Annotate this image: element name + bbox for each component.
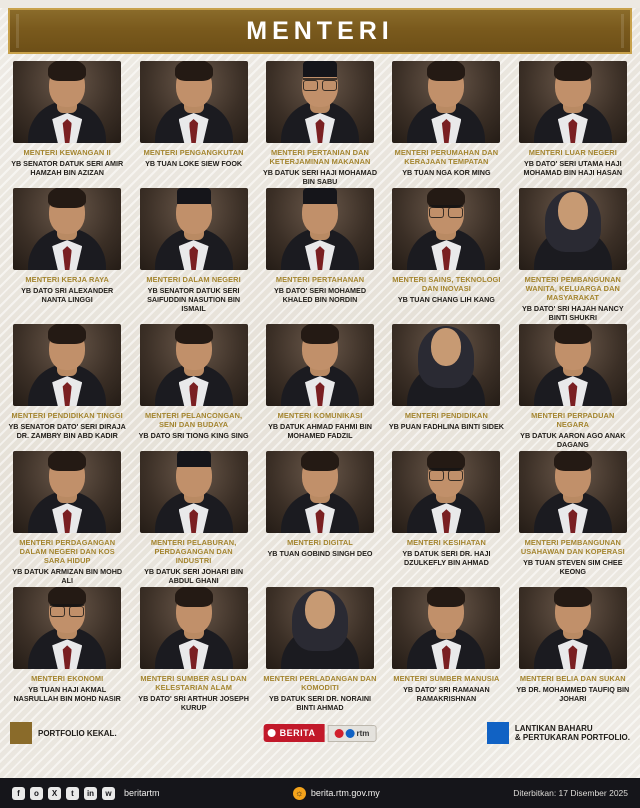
minister-card[interactable] bbox=[6, 324, 128, 449]
minister-portfolio: MENTERI SAINS, TEKNOLOGI DAN INOVASI bbox=[392, 275, 501, 294]
minister-name: YB SENATOR DATUK SERI SAIFUDDIN NASUTION BIN ISMAIL bbox=[147, 286, 241, 314]
avatar bbox=[13, 587, 121, 669]
minister-portfolio: MENTERI LUAR NEGERI bbox=[528, 148, 617, 157]
minister-card[interactable] bbox=[385, 188, 507, 322]
avatar bbox=[140, 324, 248, 406]
avatar bbox=[13, 451, 121, 533]
minister-card[interactable] bbox=[259, 188, 381, 322]
avatar bbox=[13, 61, 121, 143]
avatar bbox=[140, 61, 248, 143]
minister-portfolio: MENTERI PEMBANGUNAN USAHAWAN DAN KOPERASI bbox=[520, 538, 625, 557]
minister-portfolio: MENTERI KOMUNIKASI bbox=[277, 411, 363, 421]
minister-portfolio: MENTERI PERPADUAN NEGARA bbox=[531, 411, 615, 430]
minister-row bbox=[6, 451, 634, 585]
brand-logos bbox=[264, 724, 377, 742]
avatar bbox=[519, 188, 627, 270]
minister-card[interactable] bbox=[132, 324, 254, 449]
minister-portfolio: MENTERI PELABURAN, PERDAGANGAN DAN INDUSTRI bbox=[150, 538, 237, 566]
minister-name: YB DATO' SRI HAJAH NANCY BINTI SHUKRI bbox=[521, 304, 624, 323]
minister-portfolio: MENTERI EKONOMI bbox=[31, 674, 104, 684]
avatar bbox=[266, 61, 374, 143]
page-title: MENTERI bbox=[246, 16, 394, 45]
minister-name: YB DATO SRI TIONG KING SING bbox=[138, 431, 249, 441]
minister-card[interactable] bbox=[259, 587, 381, 712]
avatar bbox=[140, 587, 248, 669]
minister-card[interactable] bbox=[385, 324, 507, 449]
minister-portfolio: MENTERI KESIHATAN bbox=[406, 538, 486, 548]
minister-row bbox=[6, 587, 634, 712]
minister-name: YB DR. MOHAMMED TAUFIQ BIN JOHARI bbox=[516, 685, 630, 704]
legend bbox=[10, 718, 630, 748]
avatar bbox=[140, 188, 248, 270]
avatar bbox=[266, 188, 374, 270]
social-links[interactable] bbox=[12, 787, 160, 800]
minister-card[interactable] bbox=[385, 587, 507, 712]
minister-portfolio: MENTERI DIGITAL bbox=[287, 538, 353, 548]
globe-icon: ☼ bbox=[293, 787, 306, 800]
minister-card[interactable] bbox=[6, 451, 128, 585]
minister-card[interactable] bbox=[259, 451, 381, 585]
legend-label-baharu-line2: & PERTUKARAN PORTFOLIO. bbox=[514, 733, 630, 743]
minister-name: YB DATO' SRI ARTHUR JOSEPH KURUP bbox=[138, 694, 249, 713]
minister-card[interactable] bbox=[6, 61, 128, 186]
avatar bbox=[392, 324, 500, 406]
minister-name: YB SENATOR DATUK SERI AMIR HAMZAH BIN AZIZAN bbox=[11, 159, 124, 178]
minister-card[interactable] bbox=[385, 451, 507, 585]
minister-card[interactable] bbox=[132, 587, 254, 712]
minister-card[interactable] bbox=[512, 324, 634, 449]
minister-portfolio: MENTERI PERTAHANAN bbox=[275, 275, 365, 285]
minister-card[interactable] bbox=[512, 188, 634, 322]
legend-label-kekal: PORTFOLIO KEKAL. bbox=[38, 728, 117, 738]
minister-portfolio: MENTERI PENGANGKUTAN bbox=[143, 148, 244, 157]
minister-name: YB DATO' SERI MOHAMED KHALED BIN NORDIN bbox=[273, 286, 367, 305]
minister-card[interactable] bbox=[132, 61, 254, 186]
minister-card[interactable] bbox=[132, 451, 254, 585]
minister-portfolio: MENTERI PELANCONGAN, SENI DAN BUDAYA bbox=[144, 411, 243, 430]
minister-name: YB DATUK AARON AGO ANAK DAGANG bbox=[520, 431, 626, 450]
minister-card[interactable] bbox=[512, 61, 634, 186]
avatar bbox=[13, 324, 121, 406]
minister-name: YB DATUK SERI DR. HAJI DZULKEFLY BIN AHMAD bbox=[402, 549, 491, 568]
avatar bbox=[392, 61, 500, 143]
instagram-icon[interactable]: o bbox=[30, 787, 43, 800]
avatar bbox=[519, 587, 627, 669]
minister-card[interactable] bbox=[385, 61, 507, 186]
minister-card[interactable] bbox=[6, 188, 128, 322]
website-link[interactable] bbox=[293, 787, 380, 800]
minister-card[interactable] bbox=[512, 451, 634, 585]
minister-card[interactable] bbox=[6, 587, 128, 712]
avatar bbox=[392, 587, 500, 669]
avatar bbox=[13, 188, 121, 270]
avatar bbox=[519, 61, 627, 143]
minister-portfolio: MENTERI PERDAGANGAN DALAM NEGERI DAN KOS SARA HIDUP bbox=[19, 538, 116, 566]
minister-name: YB DATUK SERI JOHARI BIN ABDUL GHANI bbox=[144, 567, 244, 586]
minister-name: YB TUAN HAJI AKMAL NASRULLAH BIN MOHD NASIR bbox=[13, 685, 121, 704]
minister-portfolio: MENTERI PERLADANGAN DAN KOMODITI bbox=[263, 674, 377, 693]
avatar bbox=[266, 587, 374, 669]
legend-item-kekal bbox=[10, 722, 117, 744]
linkedin-icon[interactable]: in bbox=[84, 787, 97, 800]
legend-label-baharu bbox=[515, 724, 630, 743]
minister-portfolio: MENTERI PERTANIAN DAN KETERJAMINAN MAKANAN bbox=[269, 148, 371, 167]
avatar bbox=[519, 324, 627, 406]
minister-name: YB DATUK ARMIZAN BIN MOHD ALI bbox=[12, 567, 123, 586]
rtm-logo-label: rtm bbox=[356, 728, 370, 738]
rtm-blue-dot-icon bbox=[345, 729, 354, 738]
facebook-icon[interactable]: f bbox=[12, 787, 25, 800]
minister-name: YB DATUK SERI HAJI MOHAMAD BIN SABU bbox=[262, 168, 378, 187]
minister-name: YB DATUK AHMAD FAHMI BIN MOHAMED FADZIL bbox=[268, 422, 372, 441]
rtm-red-dot-icon bbox=[334, 729, 343, 738]
website-url[interactable]: berita.rtm.gov.my bbox=[310, 788, 380, 798]
minister-portfolio: MENTERI SUMBER ASLI DAN KELESTARIAN ALAM bbox=[140, 674, 247, 693]
footer-bar bbox=[0, 778, 640, 808]
minister-name: YB TUAN STEVEN SIM CHEE KEONG bbox=[523, 558, 623, 577]
minister-card[interactable] bbox=[259, 324, 381, 449]
legend-label-baharu-line1: LANTIKAN BAHARU bbox=[514, 723, 593, 733]
avatar bbox=[266, 451, 374, 533]
minister-name: YB TUAN CHANG LIH KANG bbox=[397, 295, 495, 305]
minister-name: YB DATO' SRI RAMANAN RAMAKRISHNAN bbox=[403, 685, 490, 704]
avatar bbox=[519, 451, 627, 533]
minister-name: YB TUAN GOBIND SINGH DEO bbox=[267, 549, 373, 559]
minister-name: YB TUAN NGA KOR MING bbox=[402, 168, 491, 178]
minister-name: YB TUAN LOKE SIEW FOOK bbox=[145, 159, 243, 169]
minister-name: YB DATO' SERI UTAMA HAJI MOHAMAD BIN HAJI HASAN bbox=[523, 159, 623, 178]
minister-name: YB DATUK SERI DR. NORAINI BINTI AHMAD bbox=[268, 694, 372, 713]
published-date: Diterbitkan: 17 Disember 2025 bbox=[513, 788, 628, 798]
poster bbox=[0, 8, 640, 808]
minister-name: YB DATO SRI ALEXANDER NANTA LINGGI bbox=[21, 286, 114, 305]
avatar bbox=[140, 451, 248, 533]
minister-name: YB PUAN FADHLINA BINTI SIDEK bbox=[388, 422, 504, 432]
minister-portfolio: MENTERI KEWANGAN II bbox=[23, 148, 111, 157]
legend-item-baharu bbox=[487, 722, 630, 744]
minister-portfolio: MENTERI BELIA DAN SUKAN bbox=[519, 674, 626, 684]
swatch-blue-icon bbox=[487, 722, 509, 744]
swatch-gold-icon bbox=[10, 722, 32, 744]
social-handle: beritartm bbox=[124, 788, 160, 798]
minister-row bbox=[6, 188, 634, 322]
minister-portfolio: MENTERI PENDIDIKAN TINGGI bbox=[11, 411, 123, 421]
berita-logo: BERITA bbox=[264, 724, 325, 742]
minister-portfolio: MENTERI SUMBER MANUSIA bbox=[393, 674, 500, 684]
x-twitter-icon[interactable]: X bbox=[48, 787, 61, 800]
whatsapp-icon[interactable]: w bbox=[102, 787, 115, 800]
minister-card[interactable] bbox=[259, 61, 381, 186]
minister-portfolio: MENTERI PENDIDIKAN bbox=[404, 411, 488, 421]
minister-portfolio: MENTERI KERJA RAYA bbox=[25, 275, 109, 285]
poster-header bbox=[8, 8, 632, 54]
minister-grid bbox=[0, 54, 640, 712]
rtm-logo bbox=[327, 725, 376, 742]
avatar bbox=[392, 188, 500, 270]
minister-row bbox=[6, 324, 634, 449]
minister-name: YB SENATOR DATO' SERI DIRAJA DR. ZAMBRY BIN ABD KADIR bbox=[8, 422, 126, 441]
tiktok-icon[interactable]: t bbox=[66, 787, 79, 800]
minister-card[interactable] bbox=[512, 587, 634, 712]
minister-portfolio: MENTERI DALAM NEGERI bbox=[146, 275, 241, 285]
minister-portfolio: MENTERI PEMBANGUNAN WANITA, KELUARGA DAN MASYARAKAT bbox=[524, 275, 621, 303]
minister-row bbox=[6, 61, 634, 186]
minister-portfolio: MENTERI PERUMAHAN DAN KERAJAAN TEMPATAN bbox=[394, 148, 499, 167]
avatar bbox=[266, 324, 374, 406]
minister-card[interactable] bbox=[132, 188, 254, 322]
avatar bbox=[392, 451, 500, 533]
